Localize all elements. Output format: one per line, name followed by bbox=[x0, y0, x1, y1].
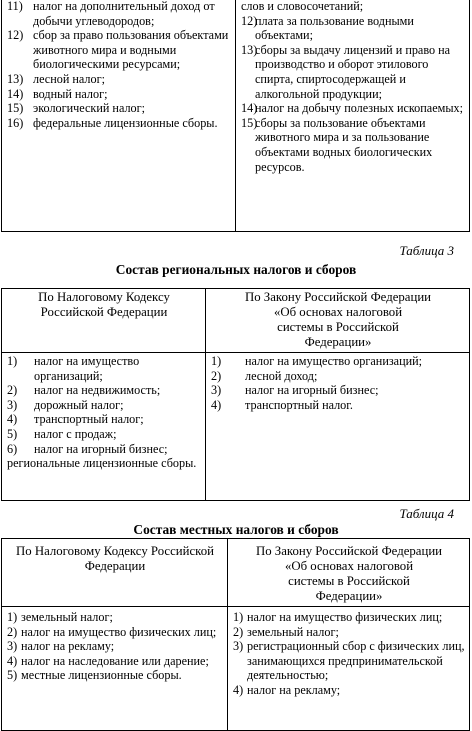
table4-left-list bbox=[7, 610, 223, 683]
list-item bbox=[7, 101, 231, 116]
list-item-text: налог на имущество физических лиц; bbox=[247, 610, 443, 624]
list-item-text: налог на имущество организаций; bbox=[34, 354, 140, 383]
table3-header-right bbox=[206, 289, 470, 353]
table4-left-cell bbox=[2, 607, 228, 731]
table3-header-right-line2: «Об основах налоговой системы в Российской Федерации» bbox=[273, 305, 403, 349]
list-item-number: 5) bbox=[7, 668, 18, 683]
list-item-number: 1) bbox=[211, 354, 222, 368]
list-item-text: регистрационный сбор с физических лиц, занимающихся предпринимательской деятельностью; bbox=[247, 639, 465, 683]
list-item bbox=[7, 72, 231, 87]
list-item-number: 4) bbox=[7, 653, 18, 668]
table4-title: Состав местных налогов и сборов bbox=[133, 522, 339, 537]
list-item-text: налог на наследование или дарение; bbox=[21, 653, 209, 668]
list-item-text: налог на дополнительный доход от добычи углеводородов; bbox=[33, 0, 215, 28]
list-item-text: дорожный налог; bbox=[34, 397, 124, 412]
table3-right-cell bbox=[206, 353, 470, 501]
list-item-number: 12) bbox=[7, 28, 24, 43]
list-item-number: 3) bbox=[211, 383, 222, 398]
list-item-number: 1) bbox=[233, 610, 244, 624]
list-item-number: 4) bbox=[211, 397, 222, 412]
list-item-number: 1) bbox=[7, 354, 18, 368]
list-item-text: налог с продаж; bbox=[34, 426, 117, 441]
list-item-number: 11) bbox=[7, 0, 23, 13]
list-item bbox=[7, 398, 201, 413]
list-item-text: сборы за пользование объектами животного мира и за пользование объектами водных биологических ресурсов. bbox=[255, 115, 433, 174]
list-item bbox=[7, 354, 201, 383]
list-item-text: земельный налог; bbox=[247, 624, 339, 639]
federal-taxes-left-list bbox=[7, 0, 231, 130]
list-item-text: лесной налог; bbox=[33, 71, 105, 86]
list-item-text: региональные лицензионные сборы. bbox=[7, 456, 197, 471]
local-taxes-table bbox=[1, 538, 470, 731]
list-item-number: 6) bbox=[7, 441, 18, 456]
list-item bbox=[7, 87, 231, 102]
list-item bbox=[7, 639, 223, 654]
table4-right-cell bbox=[228, 607, 470, 731]
list-item-text: налог на добычу полезных ископаемых; bbox=[255, 101, 464, 116]
list-item-text: налог на рекламу; bbox=[21, 639, 115, 654]
table4-caption: Таблица 4 bbox=[399, 506, 454, 521]
list-item-text: налог на имущество организаций; bbox=[245, 354, 423, 368]
list-item bbox=[241, 101, 465, 116]
list-item bbox=[7, 28, 231, 72]
list-item-text: местные лицензионные сборы. bbox=[21, 668, 182, 683]
list-item bbox=[233, 639, 465, 683]
list-item-text: экологический налог; bbox=[33, 101, 146, 116]
table3-left-cell bbox=[2, 353, 206, 501]
list-item-number: 3) bbox=[233, 639, 244, 654]
list-item bbox=[241, 43, 465, 101]
federal-taxes-right-list bbox=[241, 0, 465, 174]
list-item-text: налог на имущество физических лиц; bbox=[21, 624, 217, 639]
list-item bbox=[7, 0, 231, 28]
list-item-number: 2) bbox=[7, 383, 18, 398]
list-item-number: 13) bbox=[241, 42, 258, 57]
list-item-number: 15) bbox=[7, 101, 24, 116]
list-item bbox=[7, 610, 223, 625]
list-item-number: 3) bbox=[7, 397, 18, 412]
table4-header-left-text: По Налоговому Кодексу Российской Федерации bbox=[16, 544, 214, 573]
list-item bbox=[7, 427, 201, 442]
list-item bbox=[211, 369, 465, 384]
list-item-text: налог на рекламу; bbox=[247, 682, 341, 697]
list-item bbox=[211, 354, 465, 369]
list-item-number: 1) bbox=[7, 610, 18, 624]
list-item bbox=[7, 456, 201, 471]
list-item-number: 4) bbox=[233, 682, 244, 697]
list-item-number: 14) bbox=[7, 86, 24, 101]
list-item-text: налог на недвижимость; bbox=[34, 383, 161, 398]
list-item-text: сборы за выдачу лицензий и право на производство и оборот этилового спирта, спиртосодержащей и алкогольной продукции; bbox=[255, 42, 451, 101]
list-item bbox=[7, 412, 201, 427]
list-item bbox=[7, 383, 201, 398]
table3-header-left bbox=[2, 289, 206, 353]
list-item-text: налог на игорный бизнес; bbox=[34, 441, 168, 456]
list-item-text: транспортный налог. bbox=[245, 397, 353, 412]
list-item bbox=[233, 625, 465, 640]
federal-taxes-table-continuation bbox=[1, 0, 470, 232]
list-item-number: 5) bbox=[7, 426, 18, 441]
table4-header-left bbox=[2, 539, 228, 607]
federal-taxes-right-cell bbox=[236, 0, 470, 232]
table3-header-right-line1: По Закону Российской Федерации bbox=[244, 290, 432, 304]
list-item-number: 2) bbox=[211, 368, 222, 383]
list-item bbox=[7, 116, 231, 131]
list-item-text: налог на игорный бизнес; bbox=[245, 383, 379, 398]
table3-title: Состав региональных налогов и сборов bbox=[115, 262, 357, 277]
list-item bbox=[241, 0, 465, 14]
table4-header-right-line1: По Закону Российской Федерации bbox=[255, 544, 443, 558]
list-item-text: плата за пользование водными объектами; bbox=[255, 13, 414, 43]
list-item bbox=[233, 683, 465, 698]
table3-caption: Таблица 3 bbox=[399, 243, 454, 258]
list-item-number: 2) bbox=[7, 624, 18, 639]
list-item-number: 14) bbox=[241, 101, 258, 116]
list-item-text: водный налог; bbox=[33, 86, 108, 101]
list-item-text: слов и словосочетаний; bbox=[241, 0, 364, 13]
table3-right-list bbox=[211, 354, 465, 412]
table4-header-right bbox=[228, 539, 470, 607]
list-item bbox=[7, 668, 223, 683]
list-item bbox=[211, 383, 465, 398]
list-item-number: 12) bbox=[241, 13, 258, 28]
list-item-number: 13) bbox=[7, 71, 24, 86]
list-item bbox=[233, 610, 465, 625]
list-item bbox=[7, 625, 223, 640]
list-item bbox=[241, 116, 465, 174]
list-item-number: 4) bbox=[7, 412, 18, 427]
table3-left-list bbox=[7, 354, 201, 471]
federal-taxes-left-cell bbox=[2, 0, 236, 232]
list-item-text: транспортный налог; bbox=[34, 412, 144, 427]
list-item bbox=[241, 14, 465, 43]
table3-header-left-text: По Налоговому Кодексу Российской Федерации bbox=[38, 290, 170, 319]
list-item-text: сбор за право пользования объектами животного мира и водными биологическими ресурсами; bbox=[33, 28, 229, 72]
table4-right-list bbox=[233, 610, 465, 698]
list-item-text: федеральные лицензионные сборы. bbox=[33, 115, 218, 130]
list-item-number: 16) bbox=[7, 115, 24, 130]
list-item-number: 3) bbox=[7, 639, 18, 654]
list-item bbox=[211, 398, 465, 413]
list-item bbox=[7, 442, 201, 457]
list-item-text: лесной доход; bbox=[245, 368, 318, 383]
list-item-text: земельный налог; bbox=[21, 610, 113, 624]
regional-taxes-table bbox=[1, 288, 470, 501]
list-item bbox=[7, 654, 223, 669]
list-item-number: 2) bbox=[233, 624, 244, 639]
list-item-number: 15) bbox=[241, 115, 258, 130]
table4-header-right-line2: «Об основах налоговой системы в Российской Федерации» bbox=[284, 559, 414, 603]
